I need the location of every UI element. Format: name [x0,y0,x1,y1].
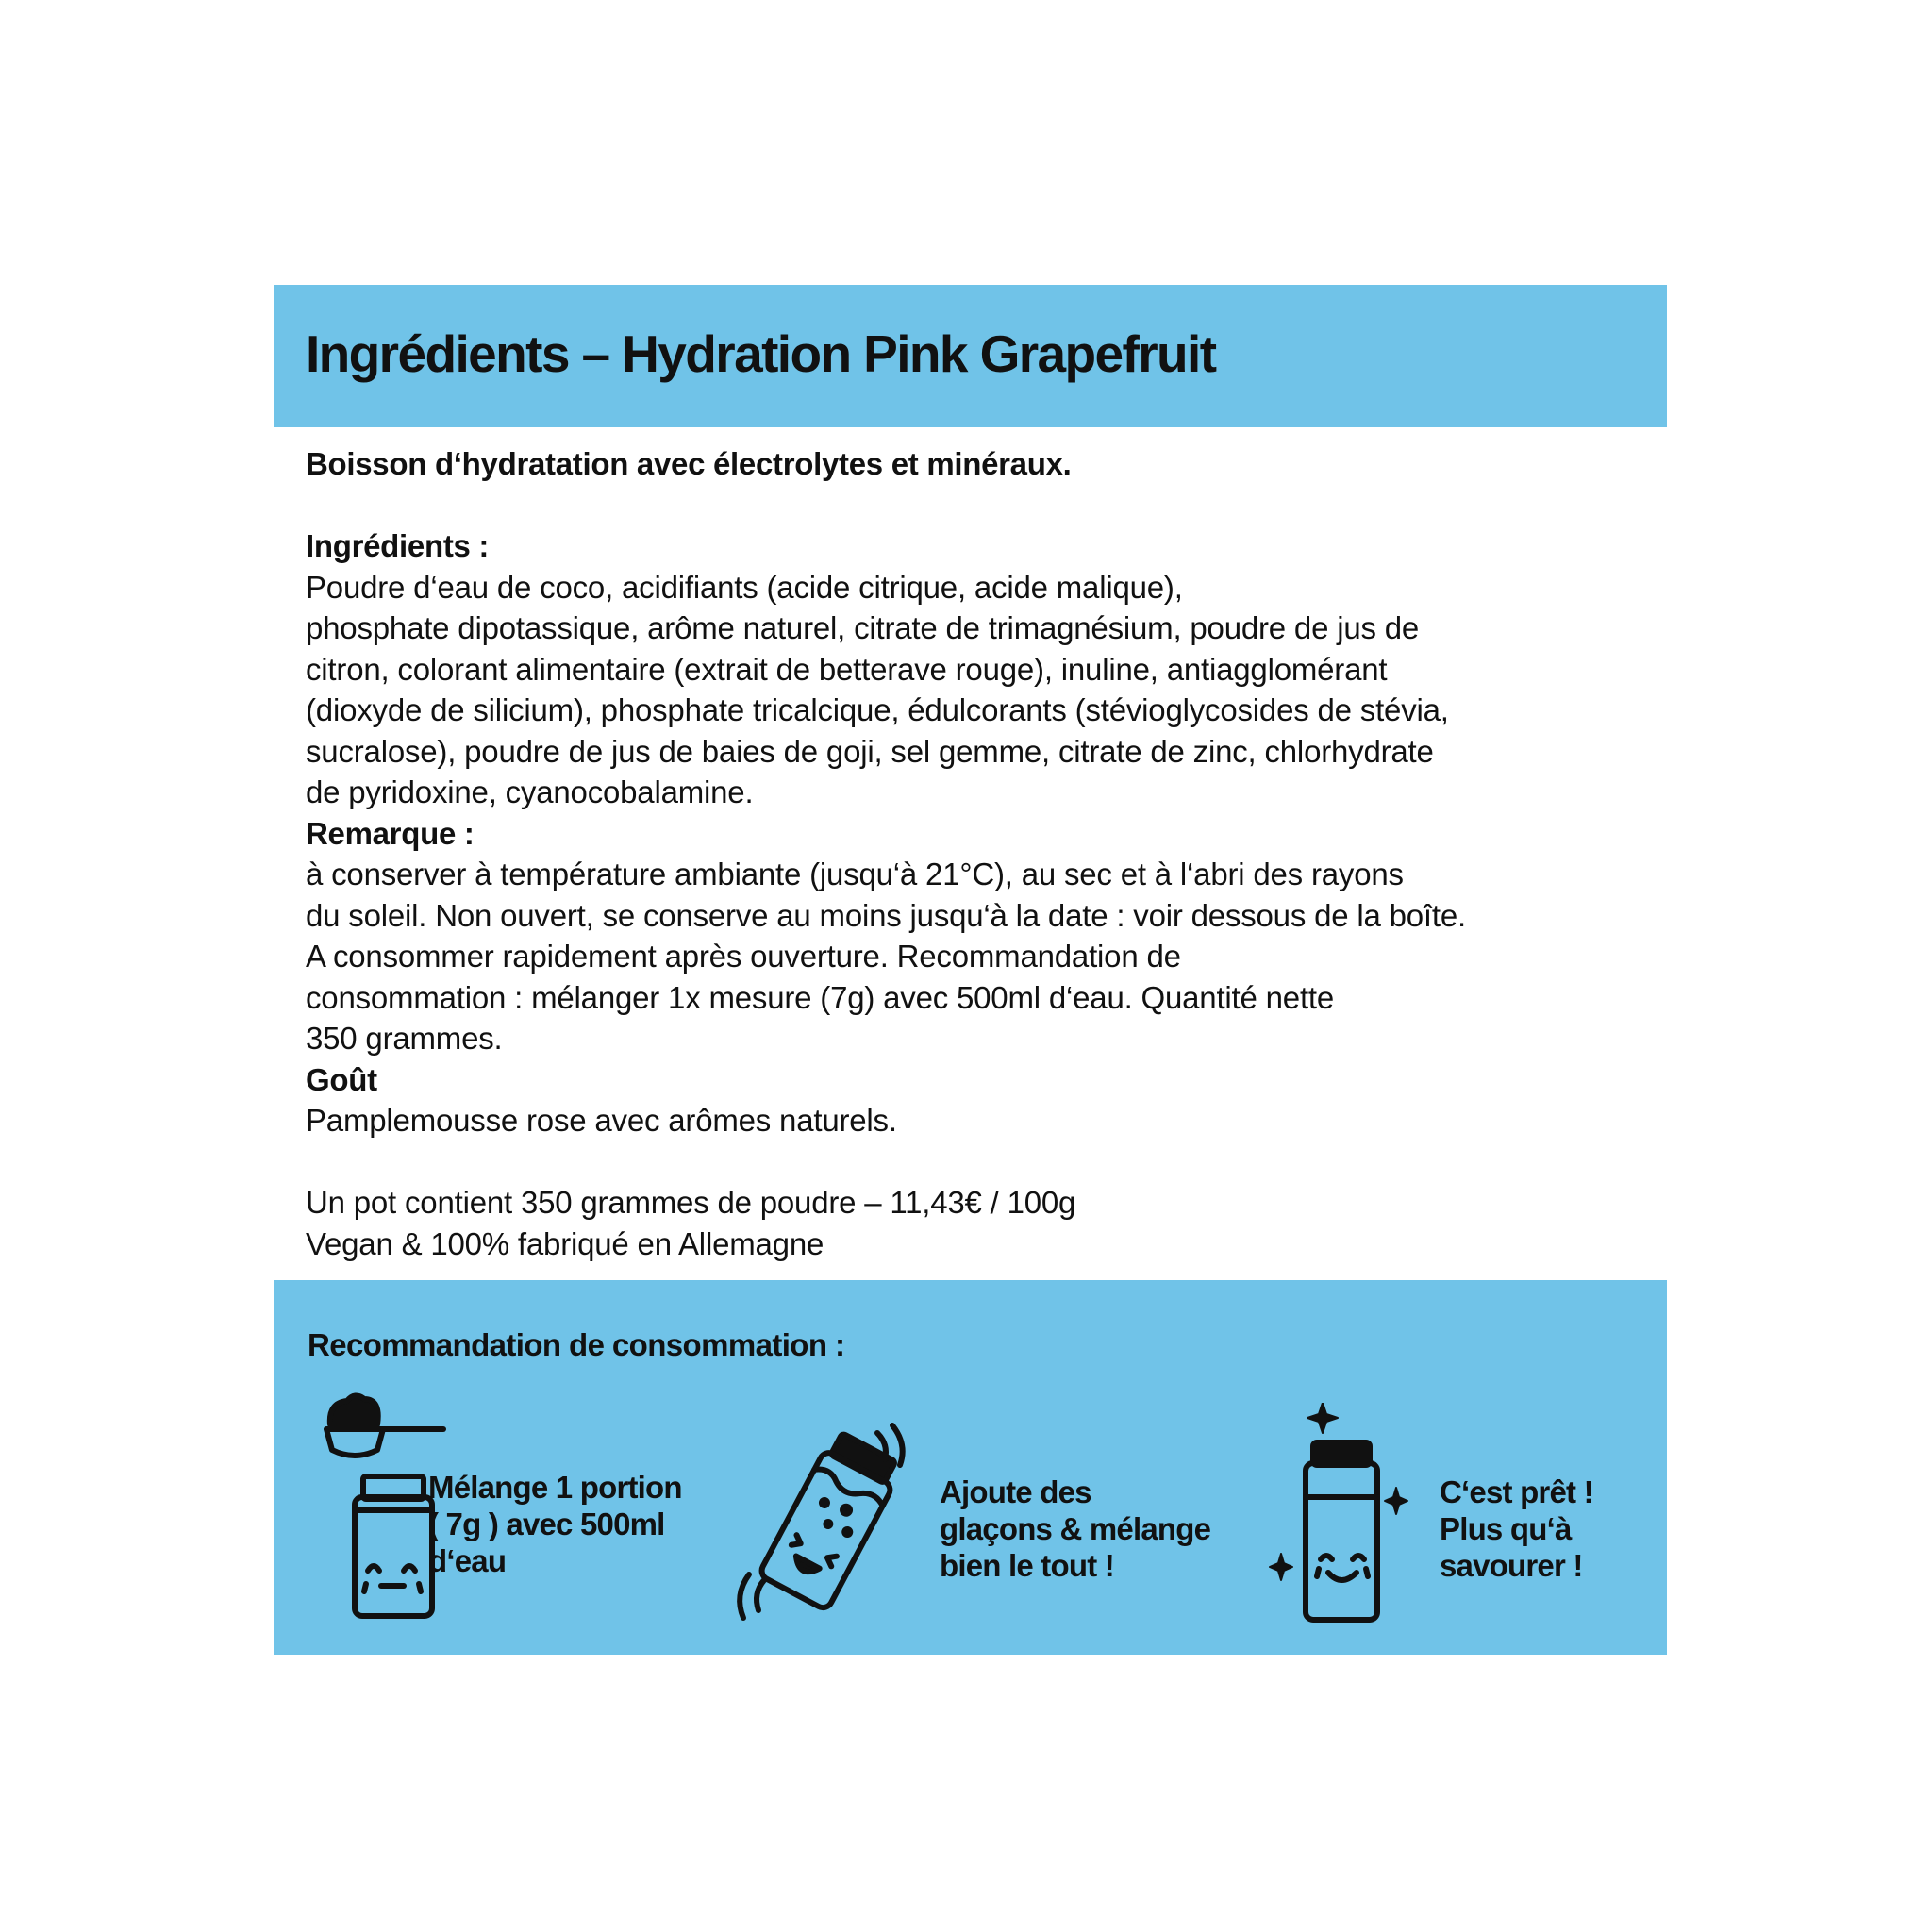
vegan-text: Vegan & 100% fabriqué en Allemagne [306,1225,824,1261]
remark-line: à conserver à température ambiante (jusqu‘à 21°C), au sec et à l‘abri des rayons [306,857,1404,891]
ingredients-heading: Ingrédients : [306,528,490,563]
ingredients-line: sucralose), poudre de jus de baies de goji, sel gemme, citrate de zinc, chlorhydrate [306,733,1434,769]
product-subtitle: Boisson d‘hydratation avec électrolytes et minéraux. [306,446,1072,481]
ingredients-line: de pyridoxine, cyanocobalamine. [306,774,754,809]
step-2-line: Ajoute des [940,1474,1091,1509]
step-3-text [1440,1474,1593,1584]
step-1-line: d‘eau [428,1543,507,1578]
shaking-bottle-icon [726,1422,924,1624]
step-3-line: C‘est prêt ! [1440,1474,1593,1509]
remark-line: consommation : mélanger 1x mesure (7g) avec 500ml d‘eau. Quantité nette [306,979,1335,1015]
taste-heading: Goût [306,1061,377,1097]
remark-line: 350 grammes. [306,1021,503,1056]
spacer [306,485,1645,526]
recommendation-band [274,1280,1667,1655]
ingredients-line: (dioxyde de silicium), phosphate tricalcique, édulcorants (stévioglycosides de stévia, [306,692,1449,727]
title-band [274,285,1667,427]
step-2-line: glaçons & mélange [940,1511,1211,1546]
spacer [306,1141,1645,1183]
ingredients-line: Poudre d‘eau de coco, acidifiants (acide citrique, acide malique), [306,569,1183,605]
sparkling-bottle-icon [1264,1403,1415,1629]
ingredients-line: citron, colorant alimentaire (extrait de betterave rouge), inuline, antiagglomérant [306,651,1388,687]
step-2-text [940,1474,1210,1584]
product-info [306,443,1645,1264]
step-1-line: Mélange 1 portion [428,1470,682,1505]
page-title: Ingrédients – Hydration Pink Grapefruit [306,325,1216,383]
step-1-line: ( 7g ) avec 500ml [428,1507,665,1541]
step-3-line: savourer ! [1440,1548,1583,1583]
remark-heading: Remarque : [306,815,475,851]
remark-line: A consommer rapidement après ouverture. Recommandation de [306,939,1181,974]
recommendation-title: Recommandation de consommation : [308,1327,845,1362]
step-1-text [428,1469,682,1579]
pot-text: Un pot contient 350 grammes de poudre – 11,43€ / 100g [306,1185,1076,1220]
taste-text: Pamplemousse rose avec arômes naturels. [306,1103,897,1138]
remark-line: du soleil. Non ouvert, se conserve au moins jusqu‘à la date : voir dessous de la boîte. [306,897,1466,933]
ingredients-line: phosphate dipotassique, arôme naturel, citrate de trimagnésium, poudre de jus de [306,610,1420,645]
step-3-line: Plus qu‘à [1440,1511,1572,1546]
step-2-line: bien le tout ! [940,1548,1114,1583]
